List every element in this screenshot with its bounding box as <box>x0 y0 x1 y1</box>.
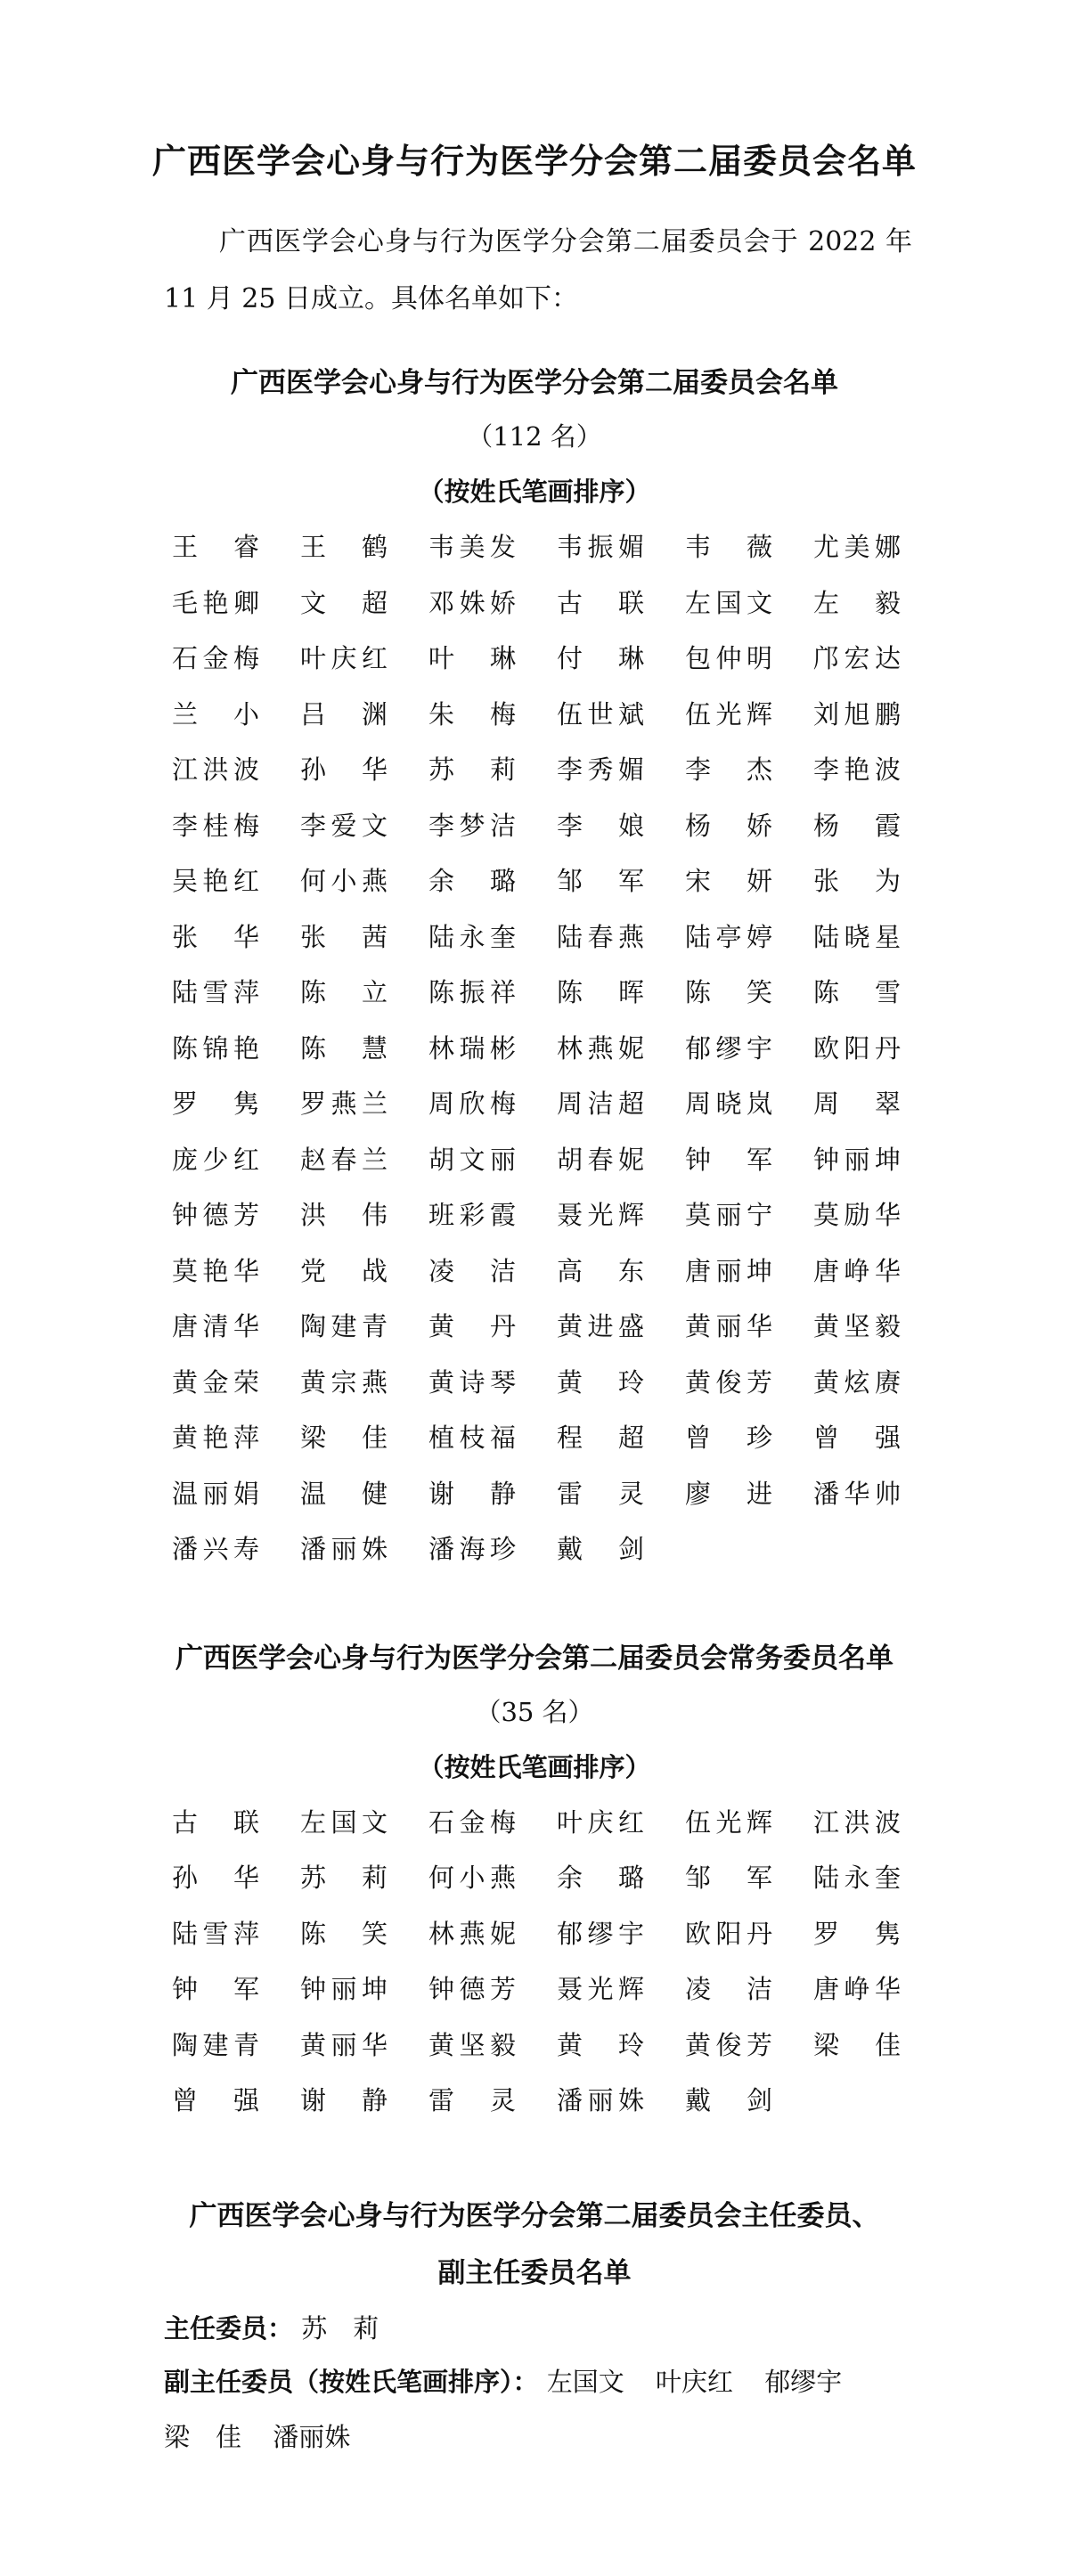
standing-member-grid <box>172 1803 920 2136</box>
member-name: 聂 光 辉 <box>557 1974 644 2005</box>
member-name: 李 艳 波 <box>813 754 901 785</box>
member-name: 兰 小 <box>172 698 259 730</box>
member-name: 黄 玲 <box>557 1366 644 1398</box>
chair-line <box>164 2309 379 2348</box>
member-name: 唐 峥 华 <box>813 1255 901 1286</box>
member-name: 陆 雪 萍 <box>172 1918 259 1949</box>
member-name: 文 超 <box>300 587 388 618</box>
member-name: 陈 振 祥 <box>428 977 516 1007</box>
member-name: 雷 灵 <box>428 2084 516 2115</box>
member-name: 曾 强 <box>813 1423 901 1453</box>
member-name: 莫 丽 宁 <box>685 1200 772 1230</box>
member-name: 叶 庆 红 <box>557 1807 644 1838</box>
committee-order-note: （按姓氏笔画排序） <box>418 477 651 507</box>
member-name: 程 超 <box>557 1423 644 1453</box>
standing-order-note: （按姓氏笔画排序） <box>418 1752 651 1782</box>
member-name: 廖 进 <box>685 1478 772 1509</box>
member-name: 曾 珍 <box>685 1423 772 1453</box>
member-name: 戴 剑 <box>685 2084 772 2115</box>
member-name: 莫 艳 华 <box>172 1255 259 1286</box>
member-name: 伍 世 斌 <box>557 698 644 730</box>
vice-chair-name: 叶庆红 <box>655 2367 733 2397</box>
member-name: 孙 华 <box>300 754 388 785</box>
member-name: 李 秀 媚 <box>557 754 644 785</box>
member-name: 潘 海 珍 <box>428 1534 516 1564</box>
member-name: 黄 进 盛 <box>557 1311 644 1341</box>
member-name: 陆 永 奎 <box>428 921 516 952</box>
member-name: 庞 少 红 <box>172 1144 259 1175</box>
member-name: 邝 宏 达 <box>813 643 901 673</box>
member-name: 李 杰 <box>685 754 772 785</box>
standing-title: 广西医学会心身与行为医学分会第二届委员会常务委员名单 <box>175 1643 894 1675</box>
member-name: 钟 丽 坤 <box>300 1974 388 2005</box>
member-name: 林 瑞 彬 <box>428 1032 516 1064</box>
member-name: 尤 美 娜 <box>813 532 901 562</box>
member-name: 李 桂 梅 <box>172 810 259 841</box>
leaders-title-line2: 副主任委员名单 <box>437 2257 632 2289</box>
member-name: 陶 建 青 <box>172 2029 259 2060</box>
member-name: 黄 俊 芳 <box>685 1366 772 1398</box>
member-name: 黄 丽 华 <box>300 2029 388 2060</box>
member-name: 钟 丽 坤 <box>813 1144 901 1175</box>
member-name: 黄 金 荣 <box>172 1366 259 1398</box>
member-name: 朱 梅 <box>428 698 516 730</box>
member-name: 叶 庆 红 <box>300 643 388 673</box>
member-name: 黄 诗 琴 <box>428 1366 516 1398</box>
vice-chair-name: 左国文 <box>546 2367 624 2397</box>
member-name: 梁 佳 <box>300 1423 388 1453</box>
member-name: 邹 军 <box>557 866 644 896</box>
member-name: 聂 光 辉 <box>557 1200 644 1230</box>
member-name: 何 小 燕 <box>428 1863 516 1894</box>
member-name: 张 为 <box>813 866 901 896</box>
member-name: 梁 佳 <box>813 2029 901 2060</box>
member-name: 邹 军 <box>685 1863 772 1894</box>
member-name: 周 洁 超 <box>557 1088 644 1119</box>
vice-chair-name: 潘丽姝 <box>273 2422 351 2452</box>
member-name: 余 璐 <box>557 1863 644 1894</box>
member-name: 党 战 <box>300 1255 388 1286</box>
member-name: 石 金 梅 <box>428 1807 516 1838</box>
vice-chair-name: 梁 佳 <box>164 2422 242 2452</box>
member-name: 潘 华 帅 <box>813 1478 901 1509</box>
vice-chair-names-1 <box>547 2367 865 2397</box>
member-name: 谢 静 <box>300 2084 388 2115</box>
member-name: 欧 阳 丹 <box>685 1918 772 1949</box>
member-name: 左 国 文 <box>685 587 772 618</box>
member-name: 余 璐 <box>428 866 516 896</box>
member-name: 胡 春 妮 <box>557 1144 644 1175</box>
member-name: 钟 军 <box>685 1144 772 1175</box>
member-name: 江 洪 波 <box>813 1807 901 1838</box>
member-name: 林 燕 妮 <box>557 1032 644 1064</box>
member-name: 石 金 梅 <box>172 643 259 673</box>
member-name: 张 华 <box>172 921 259 952</box>
member-name: 杨 霞 <box>813 810 901 841</box>
member-name: 叶 琳 <box>428 643 516 673</box>
member-name: 唐 峥 华 <box>813 1974 901 2005</box>
member-name: 李 梦 洁 <box>428 810 516 841</box>
member-name: 陶 建 青 <box>300 1311 388 1341</box>
member-name: 曾 强 <box>172 2084 259 2115</box>
member-name: 苏 莉 <box>300 1863 388 1894</box>
member-name: 苏 莉 <box>428 754 516 785</box>
member-name: 潘 兴 寿 <box>172 1534 259 1564</box>
leaders-title-line1: 广西医学会心身与行为医学分会第二届委员会主任委员、 <box>189 2200 880 2232</box>
member-name: 陈 锦 艳 <box>172 1032 259 1064</box>
member-name: 陈 雪 <box>813 977 901 1007</box>
member-name: 温 丽 娟 <box>172 1478 259 1509</box>
member-name: 郁 缪 宇 <box>685 1032 772 1064</box>
member-name: 黄 俊 芳 <box>685 2029 772 2060</box>
member-name: 陈 晖 <box>557 977 644 1007</box>
member-name: 雷 灵 <box>557 1478 644 1509</box>
member-name: 毛 艳 卿 <box>172 587 259 618</box>
member-name: 罗 隽 <box>172 1088 259 1119</box>
member-name: 黄 丽 华 <box>685 1311 772 1341</box>
document-title: 广西医学会心身与行为医学分会第二届委员会名单 <box>151 142 917 181</box>
member-name: 谢 静 <box>428 1478 516 1509</box>
member-name: 包 仲 明 <box>685 643 772 673</box>
member-name: 戴 剑 <box>557 1534 644 1564</box>
member-name: 江 洪 波 <box>172 754 259 785</box>
member-name: 邓 姝 娇 <box>428 587 516 618</box>
member-name: 林 燕 妮 <box>428 1918 516 1949</box>
vice-chair-names-2 <box>164 2422 373 2452</box>
member-name: 付 琳 <box>557 643 644 673</box>
member-name: 何 小 燕 <box>300 866 388 896</box>
member-name: 陈 笑 <box>685 977 772 1007</box>
member-name: 罗 燕 兰 <box>300 1088 388 1119</box>
member-name: 胡 文 丽 <box>428 1144 516 1175</box>
member-name: 班 彩 霞 <box>428 1200 516 1230</box>
member-name: 温 健 <box>300 1478 388 1509</box>
member-name: 周 欣 梅 <box>428 1088 516 1119</box>
member-name: 黄 坚 毅 <box>428 2029 516 2060</box>
member-name: 李 娘 <box>557 810 644 841</box>
member-name: 韦 薇 <box>685 532 772 562</box>
member-name: 伍 光 辉 <box>685 1807 772 1838</box>
intro-paragraph: 广西医学会心身与行为医学分会第二届委员会于 2022 年 11 月 25 日成立。具体名单如下： <box>164 226 912 314</box>
member-name: 李 爱 文 <box>300 810 388 841</box>
vice-chair-name: 郁缪宇 <box>764 2367 843 2397</box>
member-name: 古 联 <box>557 587 644 618</box>
member-name: 宋 妍 <box>685 866 772 896</box>
chair-name: 苏 莉 <box>301 2313 379 2344</box>
member-name: 韦 美 发 <box>428 532 516 562</box>
committee-count: （112 名） <box>467 421 602 452</box>
member-name: 张 茜 <box>300 921 388 952</box>
member-name: 罗 隽 <box>813 1918 901 1949</box>
member-name: 欧 阳 丹 <box>813 1032 901 1064</box>
member-name: 潘 丽 姝 <box>300 1534 388 1564</box>
member-name: 杨 娇 <box>685 810 772 841</box>
member-name: 钟 军 <box>172 1974 259 2005</box>
member-name: 潘 丽 姝 <box>557 2084 644 2115</box>
member-name: 孙 华 <box>172 1863 259 1894</box>
member-name: 植 枝 福 <box>428 1423 516 1453</box>
member-name: 陆 晓 星 <box>813 921 901 952</box>
member-name: 黄 炫 赓 <box>813 1366 901 1398</box>
member-name: 左 国 文 <box>300 1807 388 1838</box>
vice-chair-line <box>164 2362 865 2401</box>
member-name: 洪 伟 <box>300 1200 388 1230</box>
member-name: 王 鹤 <box>300 532 388 562</box>
member-name: 伍 光 辉 <box>685 698 772 730</box>
member-name: 吴 艳 红 <box>172 866 259 896</box>
member-name: 韦 振 媚 <box>557 532 644 562</box>
vice-chair-line-2 <box>164 2417 373 2457</box>
member-name: 黄 丹 <box>428 1311 516 1341</box>
member-name: 凌 洁 <box>428 1255 516 1286</box>
member-name: 周 翠 <box>813 1088 901 1119</box>
member-name: 黄 艳 萍 <box>172 1423 259 1453</box>
member-name: 黄 宗 燕 <box>300 1366 388 1398</box>
member-name: 钟 德 芳 <box>428 1974 516 2005</box>
member-name: 凌 洁 <box>685 1974 772 2005</box>
member-name: 陆 亭 婷 <box>685 921 772 952</box>
member-name: 左 毅 <box>813 587 901 618</box>
standing-count: （35 名） <box>475 1697 594 1727</box>
member-name: 古 联 <box>172 1807 259 1838</box>
member-name: 赵 春 兰 <box>300 1144 388 1175</box>
member-name: 黄 坚 毅 <box>813 1311 901 1341</box>
member-name: 陆 雪 萍 <box>172 977 259 1007</box>
member-name: 陆 春 燕 <box>557 921 644 952</box>
member-name: 刘 旭 鹏 <box>813 698 901 730</box>
member-name: 陈 慧 <box>300 1032 388 1064</box>
member-name: 吕 渊 <box>300 698 388 730</box>
member-name: 王 睿 <box>172 532 259 562</box>
committee-member-grid <box>172 527 920 1586</box>
member-name: 莫 励 华 <box>813 1200 901 1230</box>
member-name: 唐 丽 坤 <box>685 1255 772 1286</box>
member-name: 钟 德 芳 <box>172 1200 259 1230</box>
member-name: 陈 笑 <box>300 1918 388 1949</box>
member-name: 黄 玲 <box>557 2029 644 2060</box>
vice-chair-label: 副主任委员（按姓氏笔画排序）： <box>164 2367 539 2397</box>
member-name: 周 晓 岚 <box>685 1088 772 1119</box>
chair-label: 主任委员： <box>164 2313 294 2344</box>
member-name: 唐 清 华 <box>172 1311 259 1341</box>
member-name: 陆 永 奎 <box>813 1863 901 1894</box>
member-name: 郁 缪 宇 <box>557 1918 644 1949</box>
member-name: 陈 立 <box>300 977 388 1007</box>
committee-title: 广西医学会心身与行为医学分会第二届委员会名单 <box>231 367 838 399</box>
member-name: 高 东 <box>557 1255 644 1286</box>
